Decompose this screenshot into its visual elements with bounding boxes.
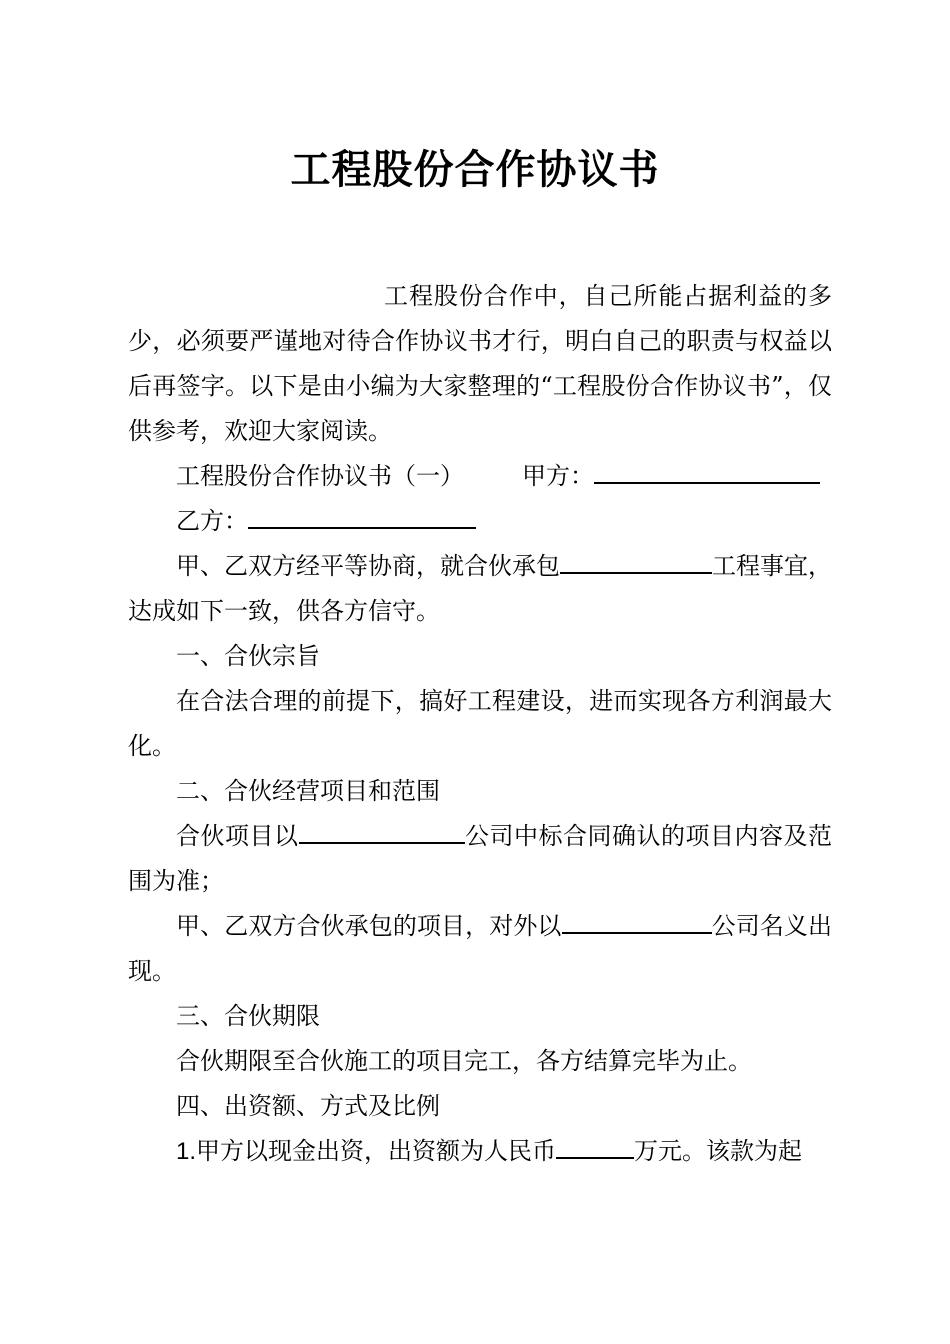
- agreement-paragraph: 甲、乙双方经平等协商，就合伙承包 工程事宜，达成如下一致，供各方信守。: [128, 552, 832, 625]
- amount-blank: [556, 1135, 634, 1159]
- intro-paragraph: 工程股份合作中，自己所能占据利益的多少，必须要严谨地对待合作协议书才行，明白自己的职责与权益以后再签字。以下是由小编为大家整理的“工程股份合作协议书”，仅供参考，欢迎大家阅读。: [128, 282, 832, 445]
- project-name-blank: [560, 550, 712, 574]
- party-b-blank: [248, 505, 476, 529]
- clause-heading-3: 三、合伙期限: [176, 1002, 320, 1030]
- clause-text-1: 在合法合理的前提下，搞好工程建设，进而实现各方利润最大化。: [128, 687, 832, 760]
- section-heading: 工程股份合作协议书（一）: [176, 462, 464, 490]
- company-blank-1: [299, 820, 465, 844]
- section-heading-line: [128, 454, 832, 499]
- clause-heading-4: 四、出资额、方式及比例: [176, 1092, 440, 1120]
- document-title: 工程股份合作协议书: [290, 147, 660, 193]
- party-b-line: [128, 499, 832, 544]
- party-b-label: 乙方：: [176, 507, 248, 535]
- party-a-blank: [594, 460, 820, 484]
- company-blank-2: [562, 910, 712, 934]
- clause-text-4: 1.甲方以现金出资，出资额为人民币 万元。该款为起: [176, 1137, 803, 1165]
- document-body: [128, 274, 832, 1174]
- party-a-label: 甲方：: [522, 462, 594, 490]
- clause-text-2b: 甲、乙双方合伙承包的项目，对外以 公司名义出现。: [128, 912, 833, 985]
- clause-text-3: 合伙期限至合伙施工的项目完工，各方结算完毕为止。: [176, 1047, 752, 1075]
- clause-text-2a: 合伙项目以 公司中标合同确认的项目内容及范围为准；: [128, 822, 832, 895]
- clause-heading-1: 一、合伙宗旨: [176, 642, 320, 670]
- clause-heading-2: 二、合伙经营项目和范围: [176, 777, 440, 805]
